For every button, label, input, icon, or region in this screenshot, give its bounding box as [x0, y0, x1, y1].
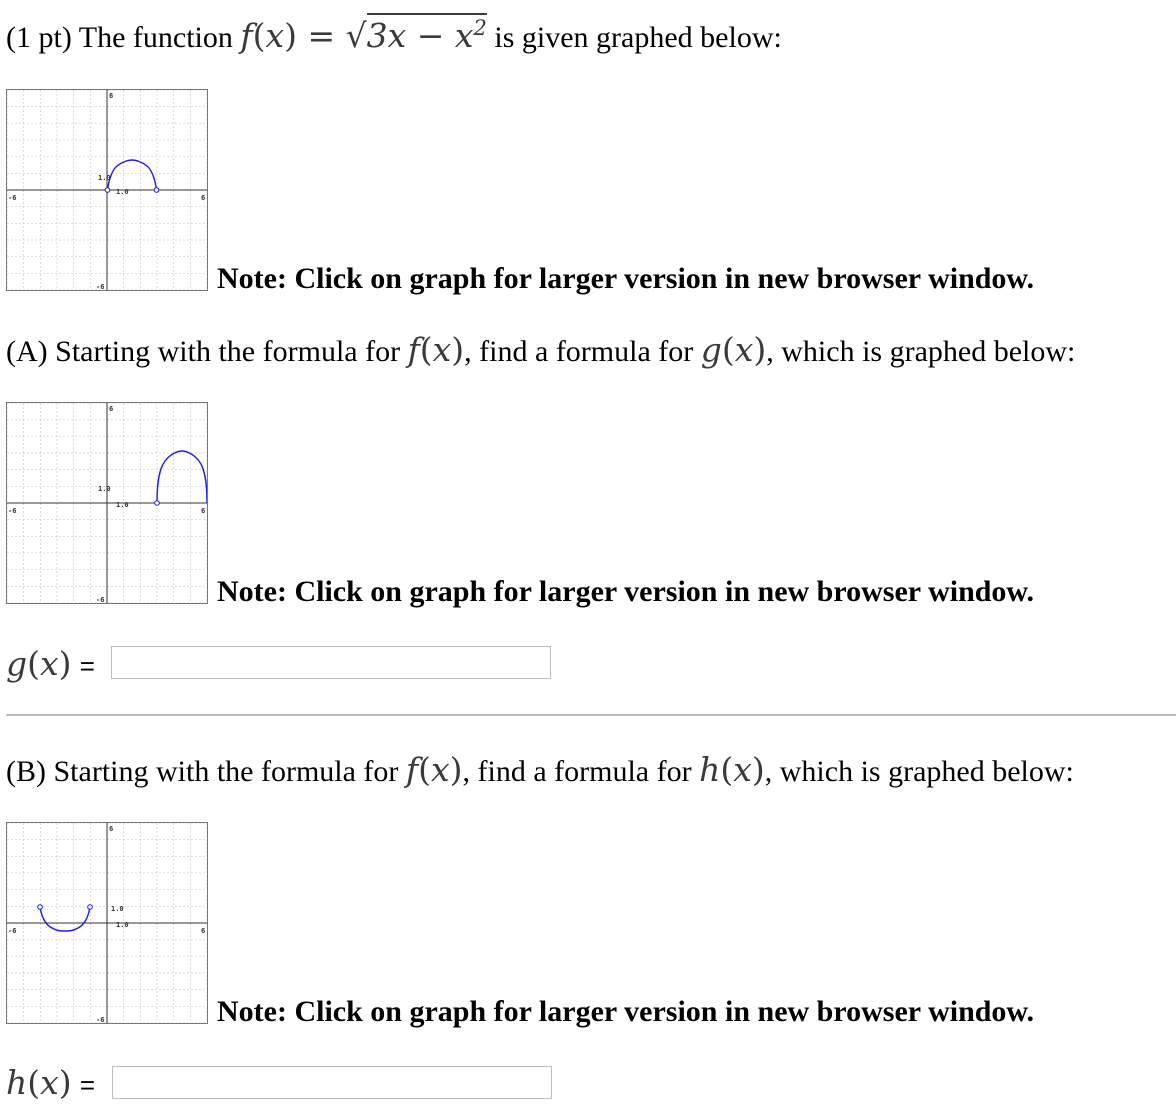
- y-unit-label: 1.0: [98, 174, 111, 182]
- y-min-label: -6: [96, 596, 105, 603]
- y-max-label: 6: [109, 92, 114, 100]
- h-answer-label: h(x) =: [6, 1063, 96, 1102]
- curve-h: [40, 907, 90, 931]
- graph-h-svg: [7, 823, 207, 1023]
- section-divider: [6, 714, 1176, 716]
- endpoint-left: [38, 905, 43, 910]
- endpoint-right: [88, 905, 93, 910]
- y-max-label: 6: [109, 405, 114, 413]
- radicand: $3x - x^2$: [367, 13, 487, 55]
- x-min-label: -6: [8, 507, 17, 515]
- graph-axes: [7, 823, 207, 1023]
- equals-sign: =: [296, 16, 346, 55]
- graph-f-svg: [7, 90, 207, 290]
- f-symbol: f: [407, 330, 420, 369]
- part-b-line: (B) Starting with the formula for f(x), find a formula for h(x), which is graphed below:: [6, 750, 1074, 789]
- intro-line: (1 pt) The function $f(x) = √3x - x^2$ is given graphed below:: [6, 16, 782, 55]
- g-symbol: g: [700, 330, 722, 369]
- intro-prefix: (1 pt) The function: [6, 21, 241, 54]
- y-min-label: -6: [96, 283, 105, 290]
- note-graph-h: Note: Click on graph for larger version in new browser window.: [217, 995, 1034, 1028]
- intro-suffix: is given graphed below:: [486, 21, 782, 54]
- endpoint-left: [105, 188, 110, 193]
- y-unit-label: 1.0: [111, 905, 124, 913]
- h-symbol: h: [699, 750, 721, 789]
- x-unit-label: 1.0: [116, 188, 129, 196]
- graph-h-thumbnail[interactable]: [6, 822, 208, 1024]
- note-graph-g: Note: Click on graph for larger version in new browser window.: [217, 575, 1034, 608]
- part-a-line: (A) Starting with the formula for f(x), find a formula for g(x), which is graphed below:: [6, 330, 1076, 369]
- f-symbol: f: [405, 750, 419, 789]
- graph-f-thumbnail[interactable]: [6, 89, 208, 291]
- x-unit-label: 1.0: [116, 501, 129, 509]
- x-max-label: 6: [201, 194, 206, 202]
- graph-axes: [7, 403, 207, 603]
- radical-sign: √: [345, 16, 367, 55]
- h-answer-input[interactable]: [112, 1066, 552, 1099]
- note-graph-f: Note: Click on graph for larger version in new browser window.: [217, 262, 1034, 295]
- x-max-label: 6: [201, 927, 206, 935]
- graph-g-thumbnail[interactable]: [6, 402, 208, 604]
- y-unit-label: 1.0: [98, 485, 111, 493]
- endpoint-right: [154, 188, 159, 193]
- f-symbol: f: [240, 16, 253, 55]
- x-min-label: -6: [8, 194, 17, 202]
- g-answer-input[interactable]: [111, 646, 551, 679]
- y-max-label: 6: [109, 825, 114, 833]
- curve-g: [157, 451, 207, 503]
- curve-f: [108, 160, 157, 190]
- x-max-label: 6: [201, 507, 206, 515]
- x-min-label: -6: [8, 927, 17, 935]
- g-answer-label: g(x) =: [6, 644, 95, 683]
- y-min-label: -6: [96, 1016, 105, 1023]
- x-unit-label: 1.0: [116, 921, 129, 929]
- endpoint-left: [155, 501, 160, 506]
- graph-g-svg: [7, 403, 207, 603]
